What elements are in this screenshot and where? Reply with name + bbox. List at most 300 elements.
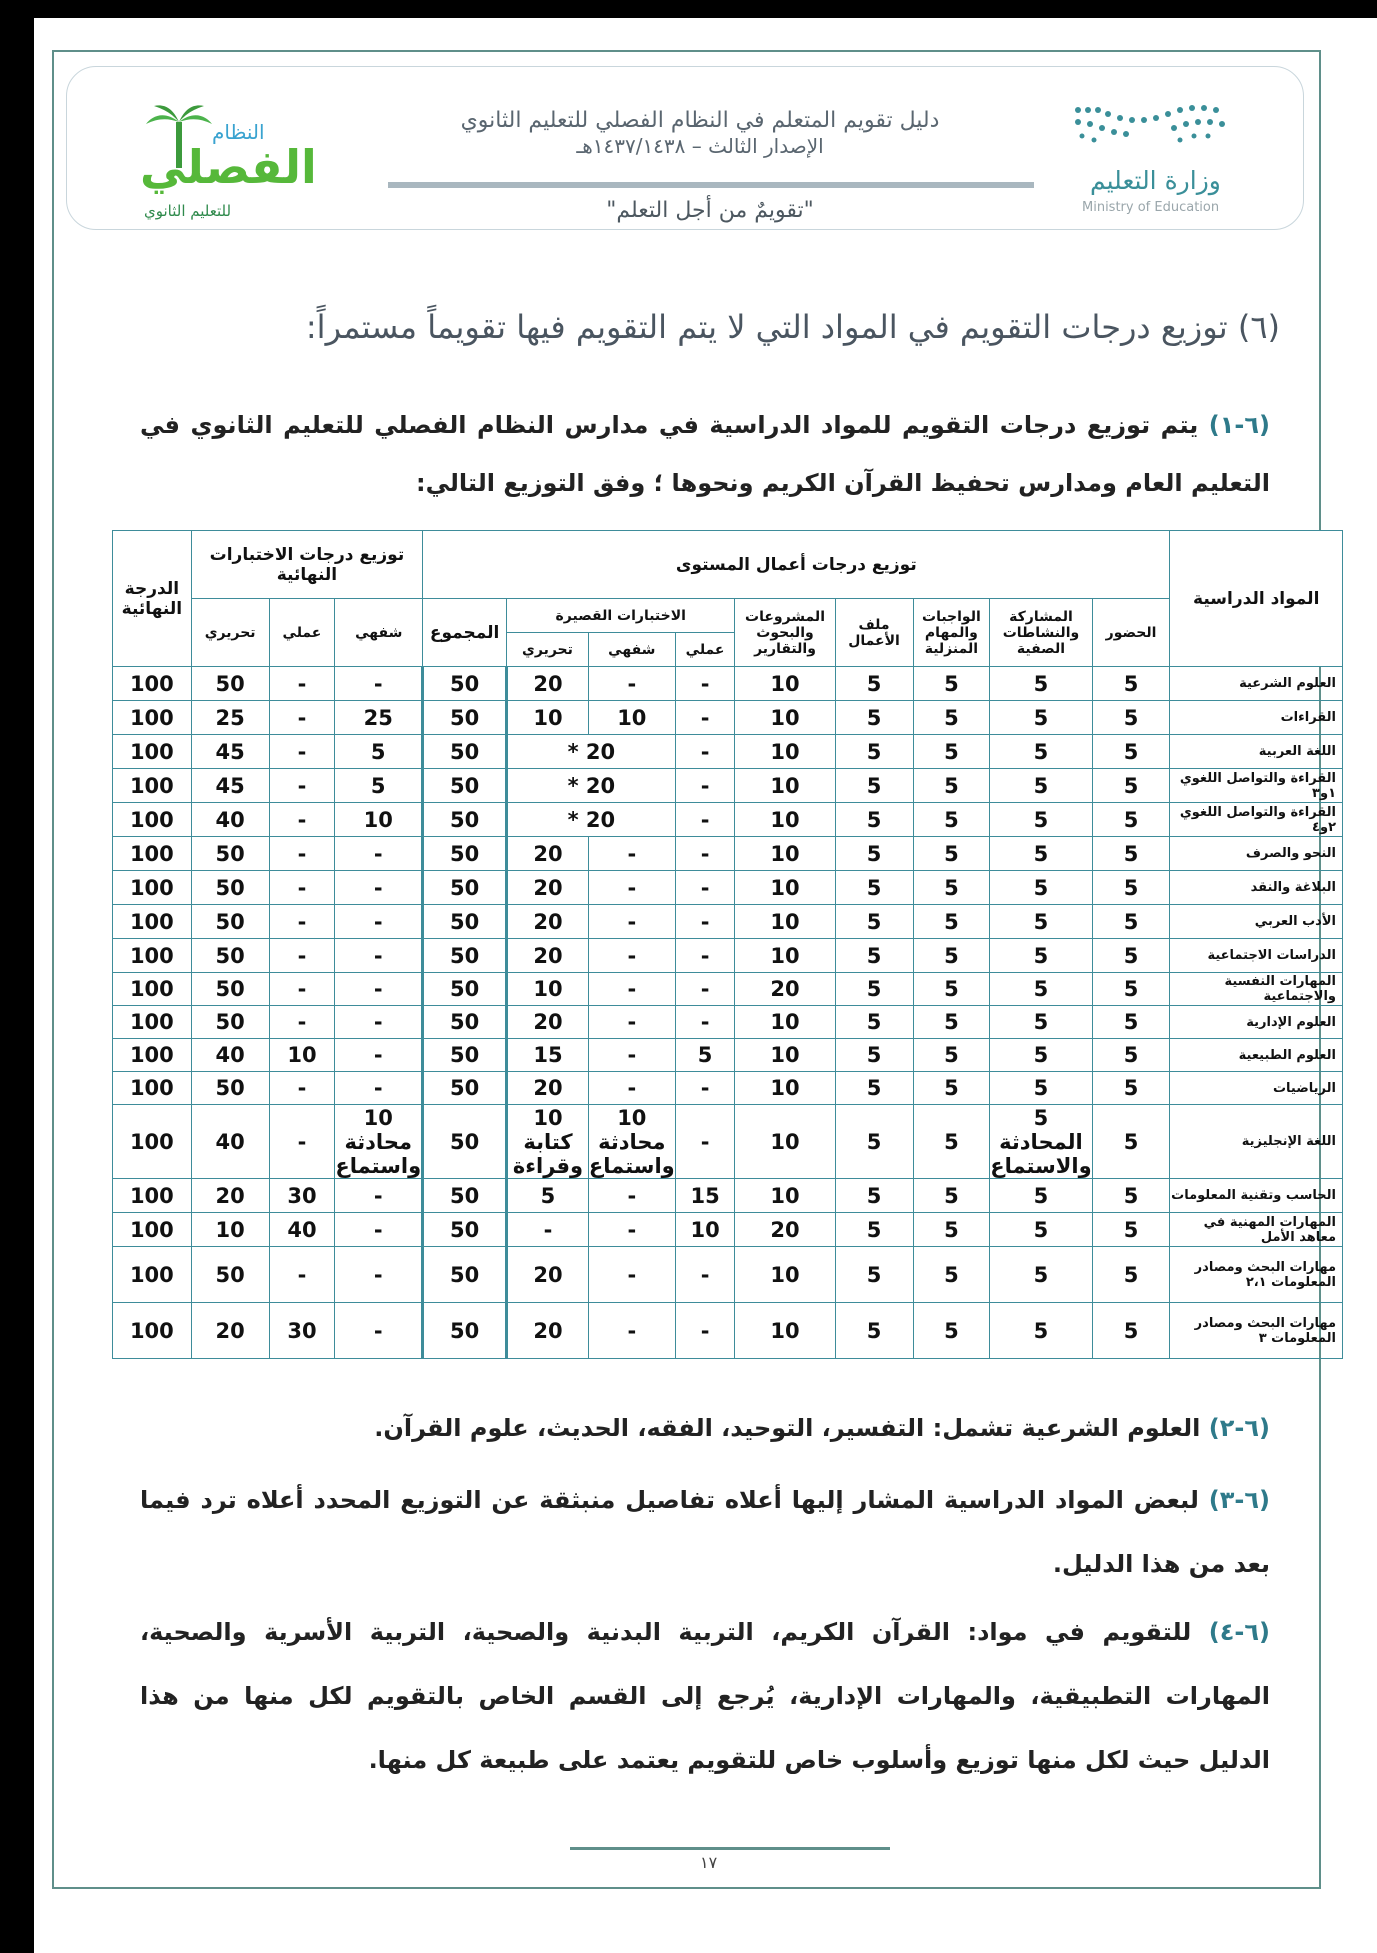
- table-cell-hw: [913, 837, 990, 871]
- cell-value: 5: [370, 773, 386, 798]
- table-cell-att: [1092, 837, 1170, 871]
- header-portfolio: ملف الأعمال: [835, 599, 913, 667]
- cell-value: 5: [944, 1043, 959, 1067]
- table-cell-qo: [588, 701, 675, 735]
- cell-value: -: [627, 909, 637, 934]
- cell-value: 100: [129, 977, 174, 1001]
- table-row: [113, 769, 1343, 803]
- table-cell-qw: [507, 1179, 589, 1213]
- table-cell-pr: [735, 939, 835, 973]
- table-cell-qw: [507, 905, 589, 939]
- paragraph-6-4: [140, 1600, 1270, 1792]
- cell-value: -: [700, 739, 710, 764]
- cell-value: 50: [449, 1076, 480, 1100]
- table-cell-qp: [675, 1179, 735, 1213]
- header-final-oral: شفهي: [335, 599, 423, 667]
- cell-value: 10: [770, 1043, 800, 1067]
- table-cell-qw: [507, 1006, 589, 1039]
- cell-value: 25: [215, 705, 245, 730]
- cell-value: 15: [690, 1183, 720, 1208]
- cell-value: 20: [533, 875, 563, 900]
- table-cell-hw: [913, 803, 990, 837]
- table-cell-s: [1170, 1039, 1343, 1072]
- table-cell-att: [1092, 1303, 1170, 1359]
- cell-value: 5: [1123, 807, 1139, 832]
- table-cell-pf: [835, 701, 913, 735]
- table-cell-fo: [335, 701, 423, 735]
- cell-value: المهارات المهنية في معاهد الأمل: [1203, 1214, 1336, 1245]
- cell-value: -: [700, 1318, 710, 1343]
- cell-value: 5: [866, 1010, 882, 1034]
- cell-value: 20: [533, 1076, 563, 1100]
- table-row: [113, 973, 1343, 1006]
- table-cell-fp: [269, 667, 335, 701]
- cell-value: 5: [944, 909, 959, 934]
- table-cell-fin: [113, 1303, 192, 1359]
- cell-value: 50: [449, 1043, 480, 1067]
- table-cell-fp: [269, 1247, 335, 1303]
- cell-value: 50: [215, 875, 245, 900]
- table-cell-qo: [588, 1039, 675, 1072]
- cell-value: 5: [944, 1217, 959, 1242]
- cell-value: -: [373, 1010, 383, 1034]
- cell-value: 50: [449, 1217, 480, 1242]
- table-cell-pr: [735, 905, 835, 939]
- cell-value: 5: [1123, 875, 1139, 900]
- table-cell-qp: [675, 973, 735, 1006]
- table-cell-qw: [507, 1247, 589, 1303]
- table-cell-fin: [113, 871, 192, 905]
- cell-value: 20: [533, 943, 563, 968]
- table-cell-qmerge: [507, 769, 676, 803]
- cell-value: 5: [1123, 909, 1139, 934]
- cell-value: 100: [129, 841, 174, 866]
- cell-value: 5: [866, 705, 882, 730]
- cell-value: 5: [1033, 943, 1049, 968]
- table-cell-hw: [913, 1105, 990, 1179]
- cell-value: -: [373, 1043, 383, 1067]
- table-cell-par: [990, 667, 1092, 701]
- cell-value: 5: [1033, 841, 1049, 866]
- table-cell-fw: [191, 701, 269, 735]
- header-rule: [388, 182, 1034, 188]
- cell-value: 5: [866, 1262, 882, 1287]
- table-cell-fw: [191, 973, 269, 1006]
- table-cell-tot: [423, 1039, 507, 1072]
- cell-value: 10: [770, 1010, 800, 1034]
- cell-value: 50: [449, 1183, 480, 1208]
- cell-value: -: [373, 977, 383, 1001]
- table-cell-qo: [588, 1303, 675, 1359]
- table-cell-pf: [835, 769, 913, 803]
- cell-value: -: [373, 875, 383, 900]
- cell-value: 50: [449, 1318, 480, 1343]
- table-cell-att: [1092, 1006, 1170, 1039]
- cell-value: القراءة والتواصل اللغوي ٢و٤: [1179, 804, 1336, 835]
- table-cell-fo: [335, 769, 423, 803]
- table-cell-qmerge: [507, 803, 676, 837]
- cell-value: 100: [129, 1217, 174, 1242]
- table-cell-fw: [191, 1213, 269, 1247]
- table-cell-par: [990, 905, 1092, 939]
- table-cell-att: [1092, 769, 1170, 803]
- cell-value: -: [627, 1217, 637, 1242]
- table-cell-s: [1170, 769, 1343, 803]
- guide-slogan: "تقويمٌ من أجل التعلم": [606, 198, 814, 223]
- table-cell-fp: [269, 1039, 335, 1072]
- table-cell-pf: [835, 837, 913, 871]
- cell-value: -: [700, 909, 710, 934]
- cell-value: 5: [1123, 841, 1139, 866]
- cell-value: 50: [215, 1010, 245, 1034]
- table-cell-fo: [335, 667, 423, 701]
- table-cell-hw: [913, 939, 990, 973]
- table-cell-pr: [735, 1179, 835, 1213]
- table-cell-qo: [588, 1105, 675, 1179]
- cell-value: 100: [129, 705, 174, 730]
- cell-value: 50: [215, 909, 245, 934]
- table-cell-pf: [835, 1213, 913, 1247]
- table-cell-fo: [335, 905, 423, 939]
- cell-value: 100: [129, 739, 174, 764]
- table-cell-hw: [913, 735, 990, 769]
- table-cell-qo: [588, 973, 675, 1006]
- cell-value: -: [373, 1217, 383, 1242]
- table-cell-s: [1170, 939, 1343, 973]
- table-cell-s: [1170, 973, 1343, 1006]
- table-cell-fp: [269, 1303, 335, 1359]
- table-row: [113, 1213, 1343, 1247]
- cell-value: -: [627, 1043, 637, 1067]
- table-cell-fin: [113, 735, 192, 769]
- cell-value: -: [373, 1183, 383, 1208]
- cell-value: 50: [215, 671, 245, 696]
- cell-value: 5: [1033, 1010, 1049, 1034]
- cell-value: 10: [287, 1043, 317, 1067]
- table-cell-fo: [335, 1072, 423, 1105]
- header-homework: الواجبات والمهام المنزلية: [913, 599, 990, 667]
- table-cell-qp: [675, 1213, 735, 1247]
- cell-value: 50: [449, 1129, 480, 1154]
- table-cell-s: [1170, 1072, 1343, 1105]
- cell-value: 50: [449, 671, 480, 696]
- cell-value: -: [627, 977, 637, 1001]
- table-cell-fw: [191, 667, 269, 701]
- cell-value: 20 *: [567, 773, 616, 798]
- cell-value: -: [373, 1076, 383, 1100]
- table-cell-pf: [835, 1105, 913, 1179]
- table-cell-qw: [507, 1072, 589, 1105]
- cell-value: العلوم الطبيعية: [1238, 1047, 1336, 1063]
- table-cell-att: [1092, 667, 1170, 701]
- cell-value: 5: [1033, 875, 1049, 900]
- table-cell-att: [1092, 803, 1170, 837]
- table-cell-qp: [675, 769, 735, 803]
- cell-value: 5: [866, 1183, 882, 1208]
- cell-value: 5: [1123, 705, 1139, 730]
- table-cell-fin: [113, 701, 192, 735]
- cell-value: 5: [866, 739, 882, 764]
- table-cell-qp: [675, 667, 735, 701]
- header-quiz-written: تحريري: [507, 633, 589, 667]
- cell-value: 10: [770, 773, 800, 798]
- cell-value: 100: [129, 1262, 174, 1287]
- cell-value: 5: [1033, 1262, 1049, 1287]
- cell-value: -: [297, 773, 307, 798]
- cell-value: 5: [944, 1076, 959, 1100]
- cell-value: -: [700, 807, 710, 832]
- cell-value: -: [373, 671, 383, 696]
- cell-value: 10: [770, 875, 800, 900]
- table-cell-tot: [423, 735, 507, 769]
- cell-value: 5: [1033, 773, 1049, 798]
- cell-value: 10: [690, 1217, 720, 1242]
- table-cell-att: [1092, 973, 1170, 1006]
- cell-value: 20: [215, 1183, 245, 1208]
- table-cell-fin: [113, 667, 192, 701]
- cell-value: 5: [1123, 1183, 1139, 1208]
- header-projects: المشروعات والبحوث والتقارير: [735, 599, 835, 667]
- table-cell-pf: [835, 939, 913, 973]
- table-cell-att: [1092, 1213, 1170, 1247]
- table-cell-qp: [675, 1303, 735, 1359]
- cell-value: 5: [540, 1183, 556, 1208]
- cell-value: 10: [363, 1105, 393, 1130]
- cell-value: 5: [1123, 773, 1139, 798]
- table-cell-fw: [191, 803, 269, 837]
- table-cell-fin: [113, 1039, 192, 1072]
- cell-value: -: [700, 841, 710, 866]
- table-cell-pf: [835, 1039, 913, 1072]
- table-cell-qw: [507, 1213, 589, 1247]
- table-cell-par: [990, 1072, 1092, 1105]
- cell-value: 40: [287, 1217, 317, 1242]
- table-cell-fw: [191, 735, 269, 769]
- header-attendance: الحضور: [1092, 599, 1170, 667]
- cell-value: 100: [129, 1010, 174, 1034]
- cell-value: 40: [215, 1043, 245, 1067]
- cell-value: 5: [866, 1129, 882, 1154]
- table-cell-tot: [423, 871, 507, 905]
- program-logo: [104, 100, 317, 228]
- table-cell-qp: [675, 1006, 735, 1039]
- table-cell-par: [990, 1213, 1092, 1247]
- table-cell-fo: [335, 1105, 423, 1179]
- table-cell-par: [990, 1179, 1092, 1213]
- cell-value: -: [627, 671, 637, 696]
- table-cell-tot: [423, 973, 507, 1006]
- cell-value: 20: [533, 841, 563, 866]
- table-cell-pr: [735, 735, 835, 769]
- cell-note: محادثة واستماع: [335, 1129, 422, 1178]
- cell-value: -: [700, 977, 710, 1001]
- table-cell-tot: [423, 701, 507, 735]
- table-cell-att: [1092, 905, 1170, 939]
- cell-value: 10: [617, 1105, 647, 1130]
- cell-value: -: [297, 1262, 307, 1287]
- table-cell-tot: [423, 905, 507, 939]
- table-cell-hw: [913, 769, 990, 803]
- cell-value: 10: [617, 705, 647, 730]
- paragraph-text: للتقويم في مواد: القرآن الكريم، التربية البدنية والصحية، التربية الأسرية والصحية، المهارات التطبيقية، والمهارات الإدارية، يُرجع إلى القسم الخاص بالتقويم لكل منها من هذا الدليل حيث لكل منها توزيع وأسلوب خاص للتقويم يعتمد على طبيعة كل منها.: [140, 1618, 1270, 1774]
- cell-value: -: [543, 1217, 553, 1242]
- cell-value: 5: [866, 1217, 882, 1242]
- cell-note: محادثة واستماع: [588, 1129, 675, 1178]
- cell-value: 5: [1123, 1129, 1139, 1154]
- cell-value: 100: [129, 1129, 174, 1154]
- table-cell-fw: [191, 1247, 269, 1303]
- cell-value: -: [297, 841, 307, 866]
- cell-value: 5: [866, 671, 882, 696]
- cell-value: 5: [866, 841, 882, 866]
- table-cell-qo: [588, 1247, 675, 1303]
- table-cell-pr: [735, 769, 835, 803]
- table-cell-fo: [335, 735, 423, 769]
- table-cell-fo: [335, 837, 423, 871]
- cell-value: الحاسب وتقنية المعلومات: [1171, 1188, 1336, 1203]
- paragraph-text: يتم توزيع درجات التقويم للمواد الدراسية في مدارس النظام الفصلي للتعليم الثانوي في التعليم العام ومدارس تحفيظ القرآن الكريم ونحوها ؛ وفق التوزيع التالي:: [140, 411, 1270, 497]
- cell-value: 100: [129, 875, 174, 900]
- table-cell-pf: [835, 667, 913, 701]
- table-cell-qw: [507, 939, 589, 973]
- header-text: [370, 108, 1030, 158]
- cell-value: القراءات: [1280, 710, 1336, 725]
- cell-value: 45: [215, 773, 245, 798]
- cell-value: اللغة الإنجليزية: [1241, 1134, 1336, 1149]
- cell-value: -: [373, 1262, 383, 1287]
- paragraph-text: لبعض المواد الدراسية المشار إليها أعلاه تفاصيل منبثقة عن التوزيع المحدد أعلاه ترد فيما بعد من هذا الدليل.: [140, 1486, 1270, 1578]
- ministry-name-en: Ministry of Education: [1082, 200, 1220, 215]
- cell-value: -: [297, 977, 307, 1001]
- paragraph-text: العلوم الشرعية تشمل: التفسير، التوحيد، الفقه، الحديث، علوم القرآن.: [374, 1414, 1201, 1442]
- cell-value: 10: [770, 1318, 800, 1343]
- page-number: ١٧: [700, 1853, 718, 1872]
- cell-value: 5: [1123, 1043, 1139, 1067]
- cell-value: 5: [944, 875, 959, 900]
- table-cell-fw: [191, 905, 269, 939]
- table-cell-par: [990, 1039, 1092, 1072]
- table-cell-s: [1170, 1006, 1343, 1039]
- cell-value: 10: [770, 807, 800, 832]
- table-cell-qo: [588, 1179, 675, 1213]
- cell-value: 5: [944, 739, 959, 764]
- table-cell-tot: [423, 769, 507, 803]
- ministry-name-ar: وزارة التعليم: [1090, 166, 1221, 195]
- table-cell-pr: [735, 1247, 835, 1303]
- cell-value: 10: [770, 739, 800, 764]
- footer-rule: [570, 1847, 890, 1850]
- cell-value: -: [373, 841, 383, 866]
- header-final-grade: الدرجة النهائية: [113, 531, 192, 667]
- cell-value: -: [627, 875, 637, 900]
- table-cell-par: [990, 1303, 1092, 1359]
- table-cell-qw: [507, 701, 589, 735]
- cell-value: 5: [866, 807, 882, 832]
- cell-value: 5: [944, 671, 959, 696]
- cell-value: 10: [533, 977, 563, 1001]
- table-cell-s: [1170, 871, 1343, 905]
- table-cell-fw: [191, 769, 269, 803]
- table-cell-qp: [675, 1072, 735, 1105]
- table-cell-par: [990, 837, 1092, 871]
- cell-value: 5: [1123, 1262, 1139, 1287]
- table-cell-pr: [735, 701, 835, 735]
- header-quiz-practical: عملي: [675, 633, 735, 667]
- table-cell-s: [1170, 905, 1343, 939]
- cell-value: -: [700, 671, 710, 696]
- cell-value: 50: [449, 909, 480, 934]
- table-cell-qp: [675, 735, 735, 769]
- cell-value: مهارات البحث ومصادر المعلومات ٢،١: [1194, 1259, 1336, 1290]
- table-cell-pr: [735, 1006, 835, 1039]
- cell-value: 5: [944, 1318, 959, 1343]
- table-cell-fo: [335, 871, 423, 905]
- paragraph-number: (٦-٣): [1208, 1486, 1270, 1514]
- cell-value: 5: [1033, 739, 1049, 764]
- table-cell-qo: [588, 837, 675, 871]
- table-row: [113, 1179, 1343, 1213]
- table-cell-fp: [269, 837, 335, 871]
- cell-value: الأدب العربي: [1254, 914, 1336, 929]
- table-cell-qw: [507, 1303, 589, 1359]
- guide-title: دليل تقويم المتعلم في النظام الفصلي للتعليم الثانوي: [460, 108, 940, 133]
- table-cell-s: [1170, 1247, 1343, 1303]
- table-cell-fin: [113, 769, 192, 803]
- cell-value: -: [297, 739, 307, 764]
- cell-value: 15: [533, 1043, 563, 1067]
- table-cell-fp: [269, 803, 335, 837]
- cell-value: 20: [215, 1318, 245, 1343]
- table-cell-hw: [913, 1006, 990, 1039]
- table-cell-qp: [675, 1039, 735, 1072]
- table-cell-fw: [191, 871, 269, 905]
- cell-value: 5: [1033, 1043, 1049, 1067]
- table-cell-fo: [335, 1006, 423, 1039]
- table-cell-qp: [675, 837, 735, 871]
- cell-value: المهارات النفسية والاجتماعية: [1224, 974, 1336, 1004]
- cell-value: 20: [533, 1010, 563, 1034]
- table-cell-hw: [913, 1039, 990, 1072]
- cell-value: -: [627, 1010, 637, 1034]
- cell-value: 50: [449, 943, 480, 968]
- table-cell-fin: [113, 1105, 192, 1179]
- cell-value: 5: [1123, 1318, 1139, 1343]
- cell-value: 5: [866, 1076, 882, 1100]
- cell-value: 5: [944, 1129, 959, 1154]
- table-cell-tot: [423, 837, 507, 871]
- table-cell-tot: [423, 667, 507, 701]
- cell-value: 10: [770, 1183, 800, 1208]
- cell-value: -: [297, 1076, 307, 1100]
- paragraph-6-2: [140, 1408, 1270, 1448]
- cell-value: 5: [866, 1318, 882, 1343]
- table-cell-par: [990, 701, 1092, 735]
- cell-value: -: [297, 671, 307, 696]
- cell-value: -: [373, 943, 383, 968]
- table-cell-s: [1170, 1303, 1343, 1359]
- cell-value: 40: [215, 807, 245, 832]
- paragraph-6-1: [140, 396, 1270, 512]
- table-row: [113, 1303, 1343, 1359]
- cell-value: 5: [866, 875, 882, 900]
- cell-value: -: [627, 1183, 637, 1208]
- cell-value: -: [297, 909, 307, 934]
- cell-value: 50: [449, 705, 480, 730]
- table-cell-fin: [113, 973, 192, 1006]
- cell-value: 5: [1033, 1318, 1049, 1343]
- table-cell-fin: [113, 905, 192, 939]
- cell-value: 100: [129, 773, 174, 798]
